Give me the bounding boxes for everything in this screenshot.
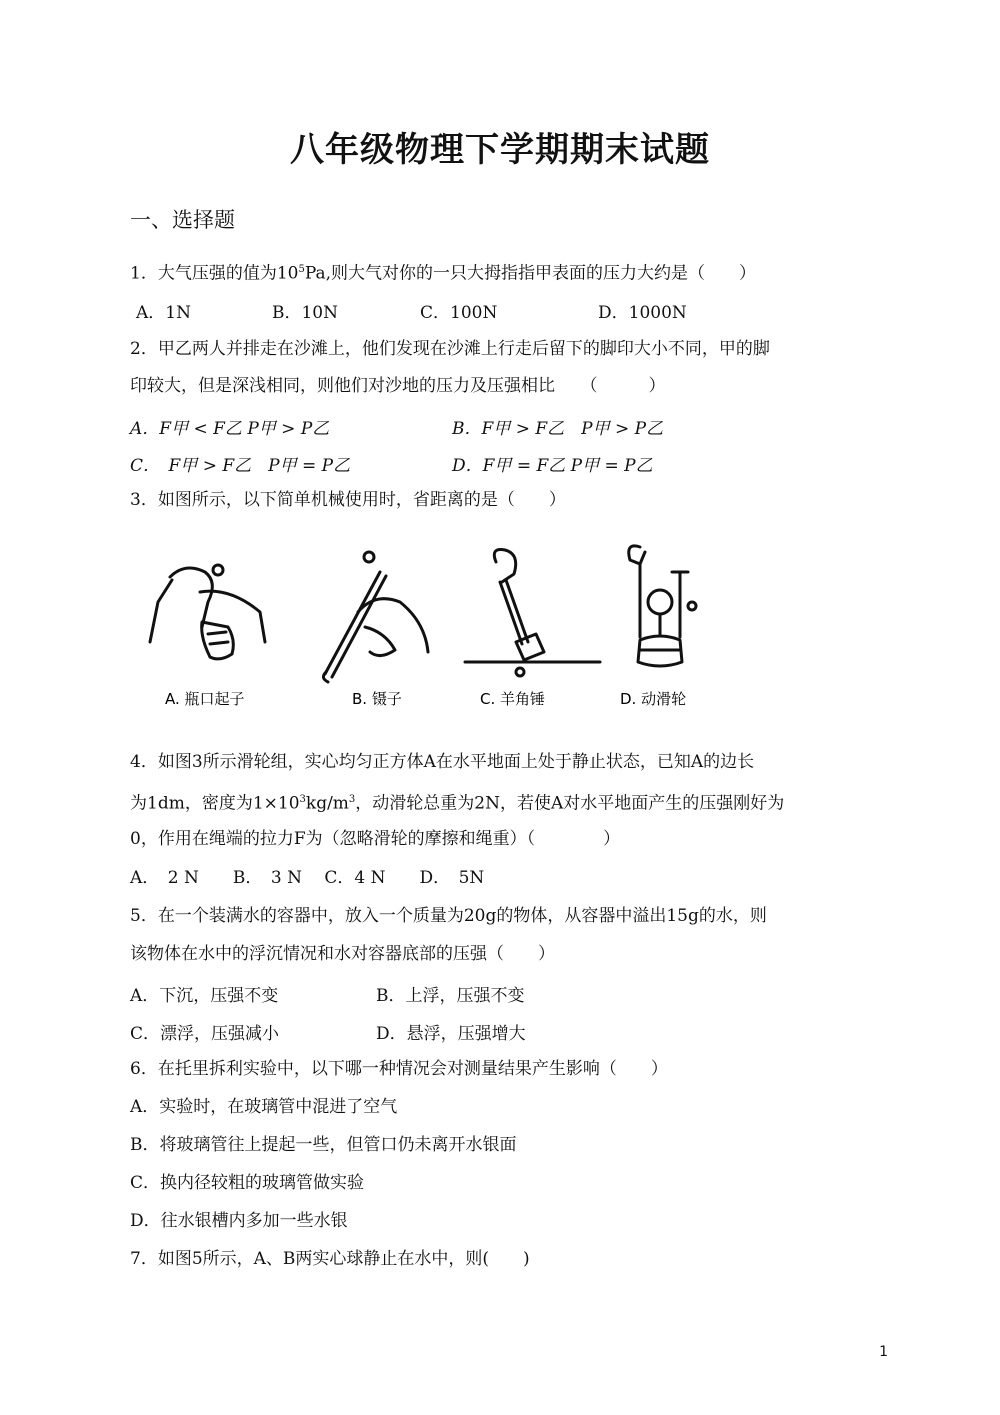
question-5-line-2: 该物体在水中的浮沉情况和水对容器底部的压强（ ） (130, 944, 555, 964)
question-4-line-1: 4．如图3所示滑轮组，实心均匀正方体A在水平地面上处于静止状态，已知A的边长 (130, 752, 755, 772)
q2-option-b: B．F甲 > F乙 P甲 > P乙 (452, 419, 664, 439)
question-2-line-1: 2．甲乙两人并排走在沙滩上，他们发现在沙滩上行走后留下的脚印大小不同，甲的脚 (130, 339, 770, 359)
question-4-line-2: 为1dm，密度为$1\times 10^3kg/m^3$，动滑轮总重为2N，若使A对水平地面产生的压强刚好为 (130, 793, 785, 814)
q5-option-d: D．悬浮，压强增大 (376, 1024, 526, 1044)
q2-option-a: A．F甲 < F乙 P甲 > P乙 (130, 419, 330, 439)
q5-option-b: B．上浮，压强不变 (376, 986, 525, 1006)
section-heading: 一、选择题 (130, 208, 235, 232)
q1-option-d: D．1000N (598, 303, 687, 323)
question-1: 1．大气压强的值为$10^5Pa$,则大气对你的一只大拇指指甲表面的压力大约是（ ） (130, 263, 757, 284)
question-4-line-3: 0，作用在绳端的拉力F为（忽略滑轮的摩擦和绳重）（ ） (130, 829, 621, 849)
page-title: 八年级物理下学期期末试题 (290, 130, 710, 170)
q6-option-d: D．往水银槽内多加一些水银 (130, 1211, 348, 1231)
movable-pulley-illustration (629, 546, 696, 666)
claw-hammer-illustration (465, 550, 600, 677)
question-3: 3．如图所示，以下简单机械使用时，省距离的是（ ） (130, 490, 566, 510)
caption-b: B. 镊子 (352, 690, 402, 708)
bottle-opener-illustration (150, 565, 265, 659)
q2-option-d: D．F甲 = F乙 P甲 = P乙 (452, 456, 653, 476)
caption-c: C. 羊角锤 (480, 690, 546, 708)
q6-option-c: C．换内径较粗的玻璃管做实验 (130, 1173, 365, 1193)
question-6: 6．在托里拆利实验中，以下哪一种情况会对测量结果产生影响（ ） (130, 1059, 668, 1079)
question-5-line-1: 5．在一个装满水的容器中，放入一个质量为20g的物体，从容器中溢出15g的水，则 (130, 906, 767, 926)
caption-d: D. 动滑轮 (620, 690, 687, 708)
q6-option-b: B．将玻璃管往上提起一些，但管口仍未离开水银面 (130, 1135, 517, 1155)
q4-options: A． 2 N B． 3 N C．4 N D． 5N (130, 868, 485, 888)
q1-option-c: C．100N (420, 303, 498, 323)
simple-machines-figure (140, 532, 720, 717)
caption-a: A. 瓶口起子 (165, 690, 245, 708)
question-2-line-2: 印较大，但是深浅相同，则他们对沙地的压力及压强相比 （ ） (130, 376, 666, 396)
q5-option-a: A．下沉，压强不变 (130, 986, 279, 1006)
q1-option-a: A．1N (136, 303, 191, 323)
q2-option-c: C． F甲 > F乙 P甲 = P乙 (130, 456, 351, 476)
page-number: 1 (879, 1344, 888, 1360)
question-7: 7．如图5所示，A、B两实心球静止在水中，则( ) (130, 1249, 530, 1269)
q1-option-b: B．10N (272, 303, 338, 323)
q6-option-a: A．实验时，在玻璃管中混进了空气 (130, 1097, 398, 1117)
tweezers-illustration (323, 552, 428, 682)
q5-option-c: C．漂浮，压强减小 (130, 1024, 280, 1044)
